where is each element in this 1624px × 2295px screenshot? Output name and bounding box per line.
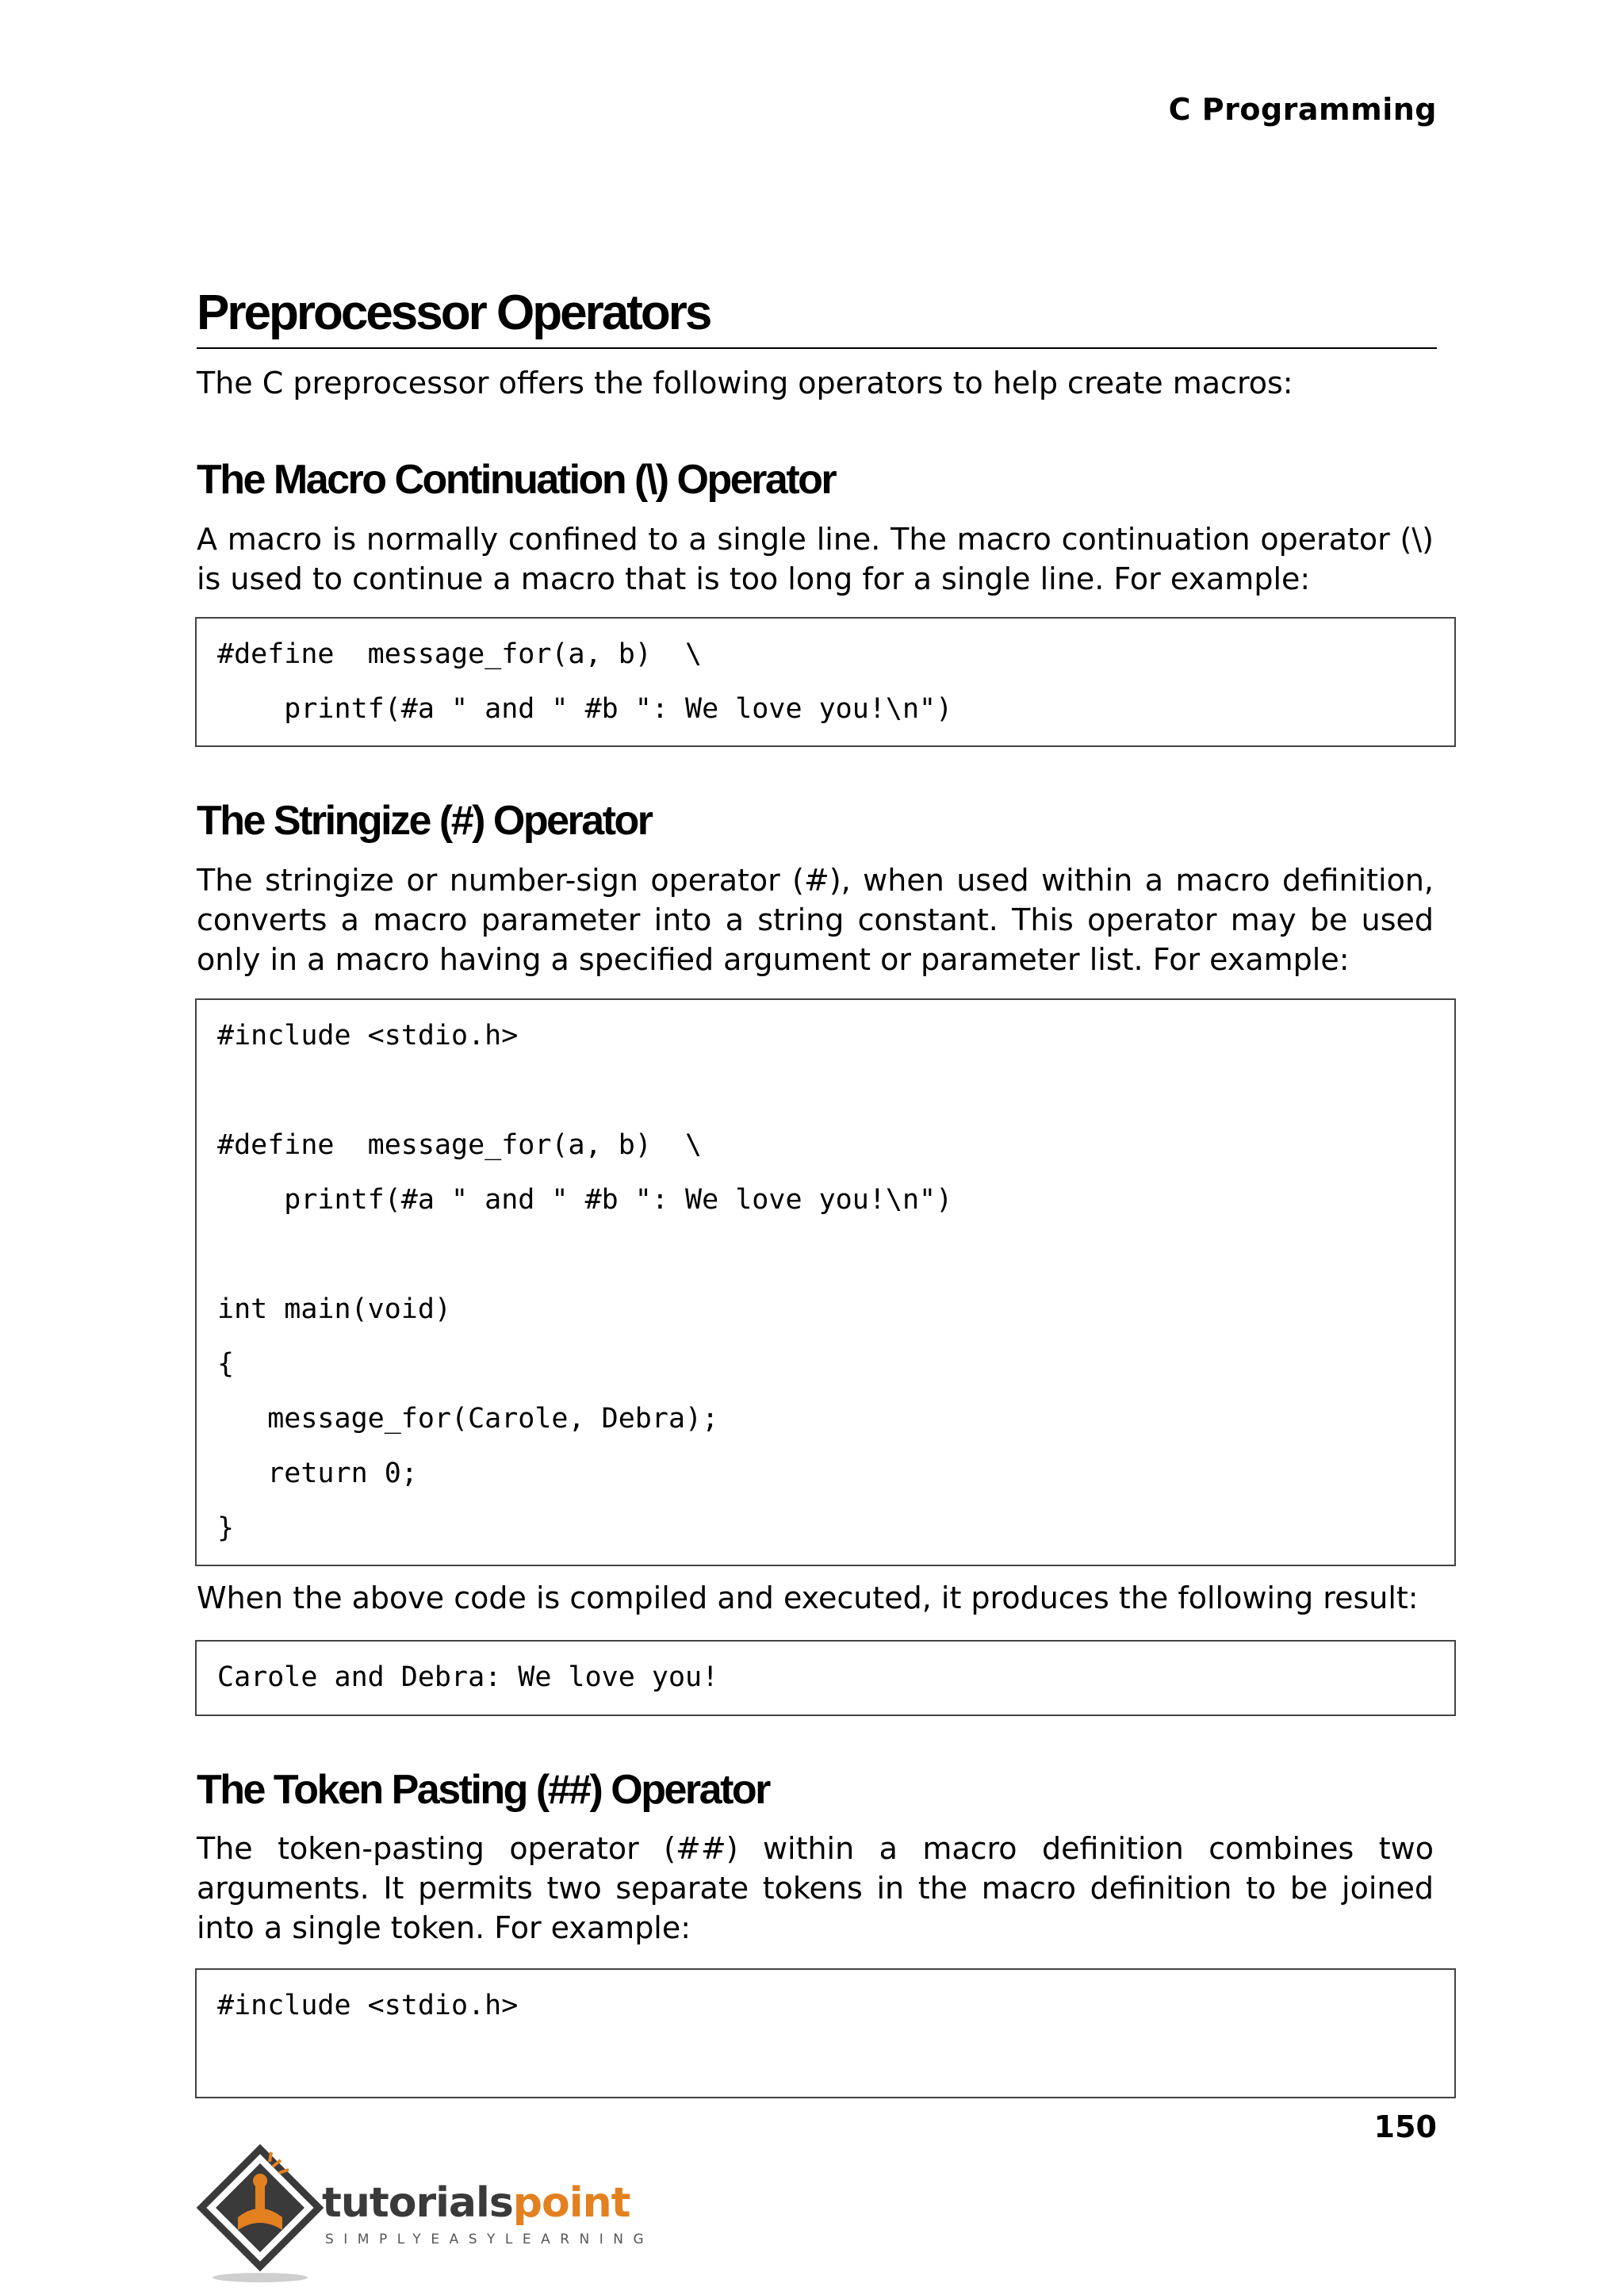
logo-tagline: SIMPLYEASYLEARNING [325,2232,654,2247]
code-block-stringize [195,998,1456,1566]
subsection-text-continuation: A macro is normally confined to a single line. The macro continuation operator (\) is used to continue a macro that is too long for a single line. For example: [197,522,1434,596]
page-number: 150 [1373,2109,1437,2144]
logo-wordmark [322,2179,630,2227]
code-line: #define message_for(a, b) \ [217,638,703,670]
subsection-text-stringize: The stringize or number-sign operator (#), when used within a macro definition, converts a macro parameter into a string constant. This operator may be used only in a macro having a specified argument or parameter list. For example: [197,863,1434,977]
code-line: } [217,1512,235,1544]
section-title: Preprocessor Operators [197,284,1437,349]
code-line [217,1236,1434,1291]
tutorialspoint-logo-icon [197,2144,331,2290]
code-line: printf(#a " and " #b ": We love you!\n") [217,693,953,725]
logo-word-part1: tutorials [322,2179,513,2227]
code-line: #include <stdio.h> [217,1990,519,2021]
running-header: C Programming [1168,92,1437,127]
code-line: #include <stdio.h> [217,1020,519,1052]
output-line: Carole and Debra: We love you! [217,1661,719,1693]
subsection-text-token-pasting: The token-pasting operator (##) within a macro definition combines two arguments. It permits two separate tokens in the macro definition to be joined into a single token. For example: [197,1831,1434,1945]
section-intro: The C preprocessor offers the following operators to help create macros: [197,366,1293,400]
result-text: When the above code is compiled and executed, it produces the following result: [197,1580,1419,1615]
code-line: #define message_for(a, b) \ [217,1129,703,1161]
code-line: return 0; [217,1458,418,1489]
subsection-title-stringize: The Stringize (#) Operator [197,798,652,844]
subsection-title-continuation: The Macro Continuation (\) Operator [197,457,836,503]
output-block [195,1640,1456,1716]
code-block-token-pasting [195,1968,1456,2098]
code-line: { [217,1348,235,1380]
code-block-continuation [195,617,1456,747]
subsection-title-token-pasting: The Token Pasting (##) Operator [197,1767,769,1813]
code-line: int main(void) [217,1293,452,1325]
logo-word-part2: point [512,2179,630,2227]
code-line: printf(#a " and " #b ": We love you!\n") [217,1184,953,1216]
code-line [217,1072,1434,1127]
code-line: message_for(Carole, Debra); [217,1403,719,1435]
